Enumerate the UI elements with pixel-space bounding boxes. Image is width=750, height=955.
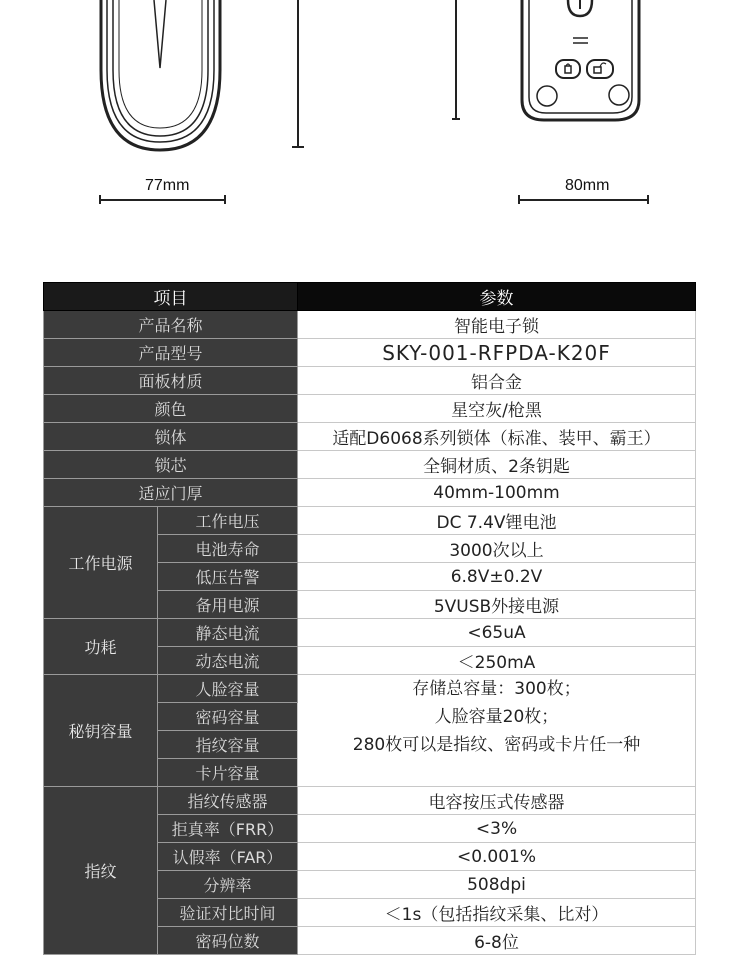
row-value: 智能电子锁: [298, 311, 696, 339]
row-label: 工作电压: [158, 507, 298, 535]
row-value: <65uA: [298, 619, 696, 647]
depth-width-dimension-line: [519, 195, 648, 204]
row-value: 全铜材质、2条钥匙: [298, 451, 696, 479]
row-label: 颜色: [44, 395, 298, 423]
capacity-line: 人脸容量20枚；: [434, 707, 559, 727]
row-label: 认假率（FAR）: [158, 843, 298, 871]
table-row: [44, 423, 696, 451]
row-label: 电池寿命: [158, 535, 298, 563]
width-label: 77mm: [145, 177, 190, 194]
height-dimension-line: [292, 0, 304, 147]
depth-label: 80mm: [565, 177, 610, 194]
header-param: 参数: [298, 283, 696, 311]
row-label: 人脸容量: [158, 675, 298, 703]
row-label: 产品名称: [44, 311, 298, 339]
table-row: [44, 339, 696, 367]
row-value: <3%: [298, 815, 696, 843]
table-row: [44, 311, 696, 339]
row-value: 3000次以上: [298, 535, 696, 563]
row-value: 5VUSB外接电源: [298, 591, 696, 619]
row-value: <0.001%: [298, 843, 696, 871]
row-label: 产品型号: [44, 339, 298, 367]
row-value: SKY-001-RFPDA-K20F: [298, 339, 696, 367]
row-label: 低压告警: [158, 563, 298, 591]
row-label: 密码容量: [158, 703, 298, 731]
group-label-capacity: 秘钥容量: [44, 675, 158, 787]
spec-table: [43, 282, 696, 955]
table-row: [44, 787, 696, 815]
lock-side-view: [101, 0, 220, 150]
row-label: 锁芯: [44, 451, 298, 479]
header-item: 项目: [44, 283, 298, 311]
group-label-power: 工作电源: [44, 507, 158, 619]
row-value: DC 7.4V锂电池: [298, 507, 696, 535]
row-label: 指纹容量: [158, 731, 298, 759]
row-value: ＜1s（包括指纹采集、比对）: [298, 899, 696, 927]
capacity-line: 存储总容量：300枚；: [412, 679, 581, 699]
row-value: 星空灰/枪黑: [298, 395, 696, 423]
row-label: 拒真率（FRR）: [158, 815, 298, 843]
row-label: 锁体: [44, 423, 298, 451]
row-label: 密码位数: [158, 927, 298, 955]
table-header: [44, 283, 696, 311]
table-row: [44, 451, 696, 479]
row-label: 分辨率: [158, 871, 298, 899]
row-value: 铝合金: [298, 367, 696, 395]
row-label: 静态电流: [158, 619, 298, 647]
group-label-consumption: 功耗: [44, 619, 158, 675]
depth-dimension-line: [452, 0, 460, 119]
group-label-fingerprint: 指纹: [44, 787, 158, 955]
row-value: 适配D6068系列锁体（标准、装甲、霸王）: [298, 423, 696, 451]
table-row: [44, 479, 696, 507]
row-label: 验证对比时间: [158, 899, 298, 927]
capacity-value: [298, 675, 696, 787]
capacity-line: 280枚可以是指纹、密码或卡片任一种: [352, 735, 641, 755]
table-row: [44, 395, 696, 423]
row-value: 40mm-100mm: [298, 479, 696, 507]
row-label: 动态电流: [158, 647, 298, 675]
lock-front-view: [522, 0, 639, 120]
row-label: 面板材质: [44, 367, 298, 395]
row-value: ＜250mA: [298, 647, 696, 675]
row-value: 电容按压式传感器: [298, 787, 696, 815]
table-row: [44, 619, 696, 647]
product-drawings: [0, 0, 750, 260]
row-label: 适应门厚: [44, 479, 298, 507]
row-value: 508dpi: [298, 871, 696, 899]
row-value: 6.8V±0.2V: [298, 563, 696, 591]
row-label: 指纹传感器: [158, 787, 298, 815]
table-row: [44, 675, 696, 703]
row-value: 6-8位: [298, 927, 696, 955]
width-dimension-line: [100, 195, 225, 204]
table-row: [44, 367, 696, 395]
row-label: 卡片容量: [158, 759, 298, 787]
table-row: [44, 507, 696, 535]
row-label: 备用电源: [158, 591, 298, 619]
lock-outline-drawing: [0, 0, 750, 260]
